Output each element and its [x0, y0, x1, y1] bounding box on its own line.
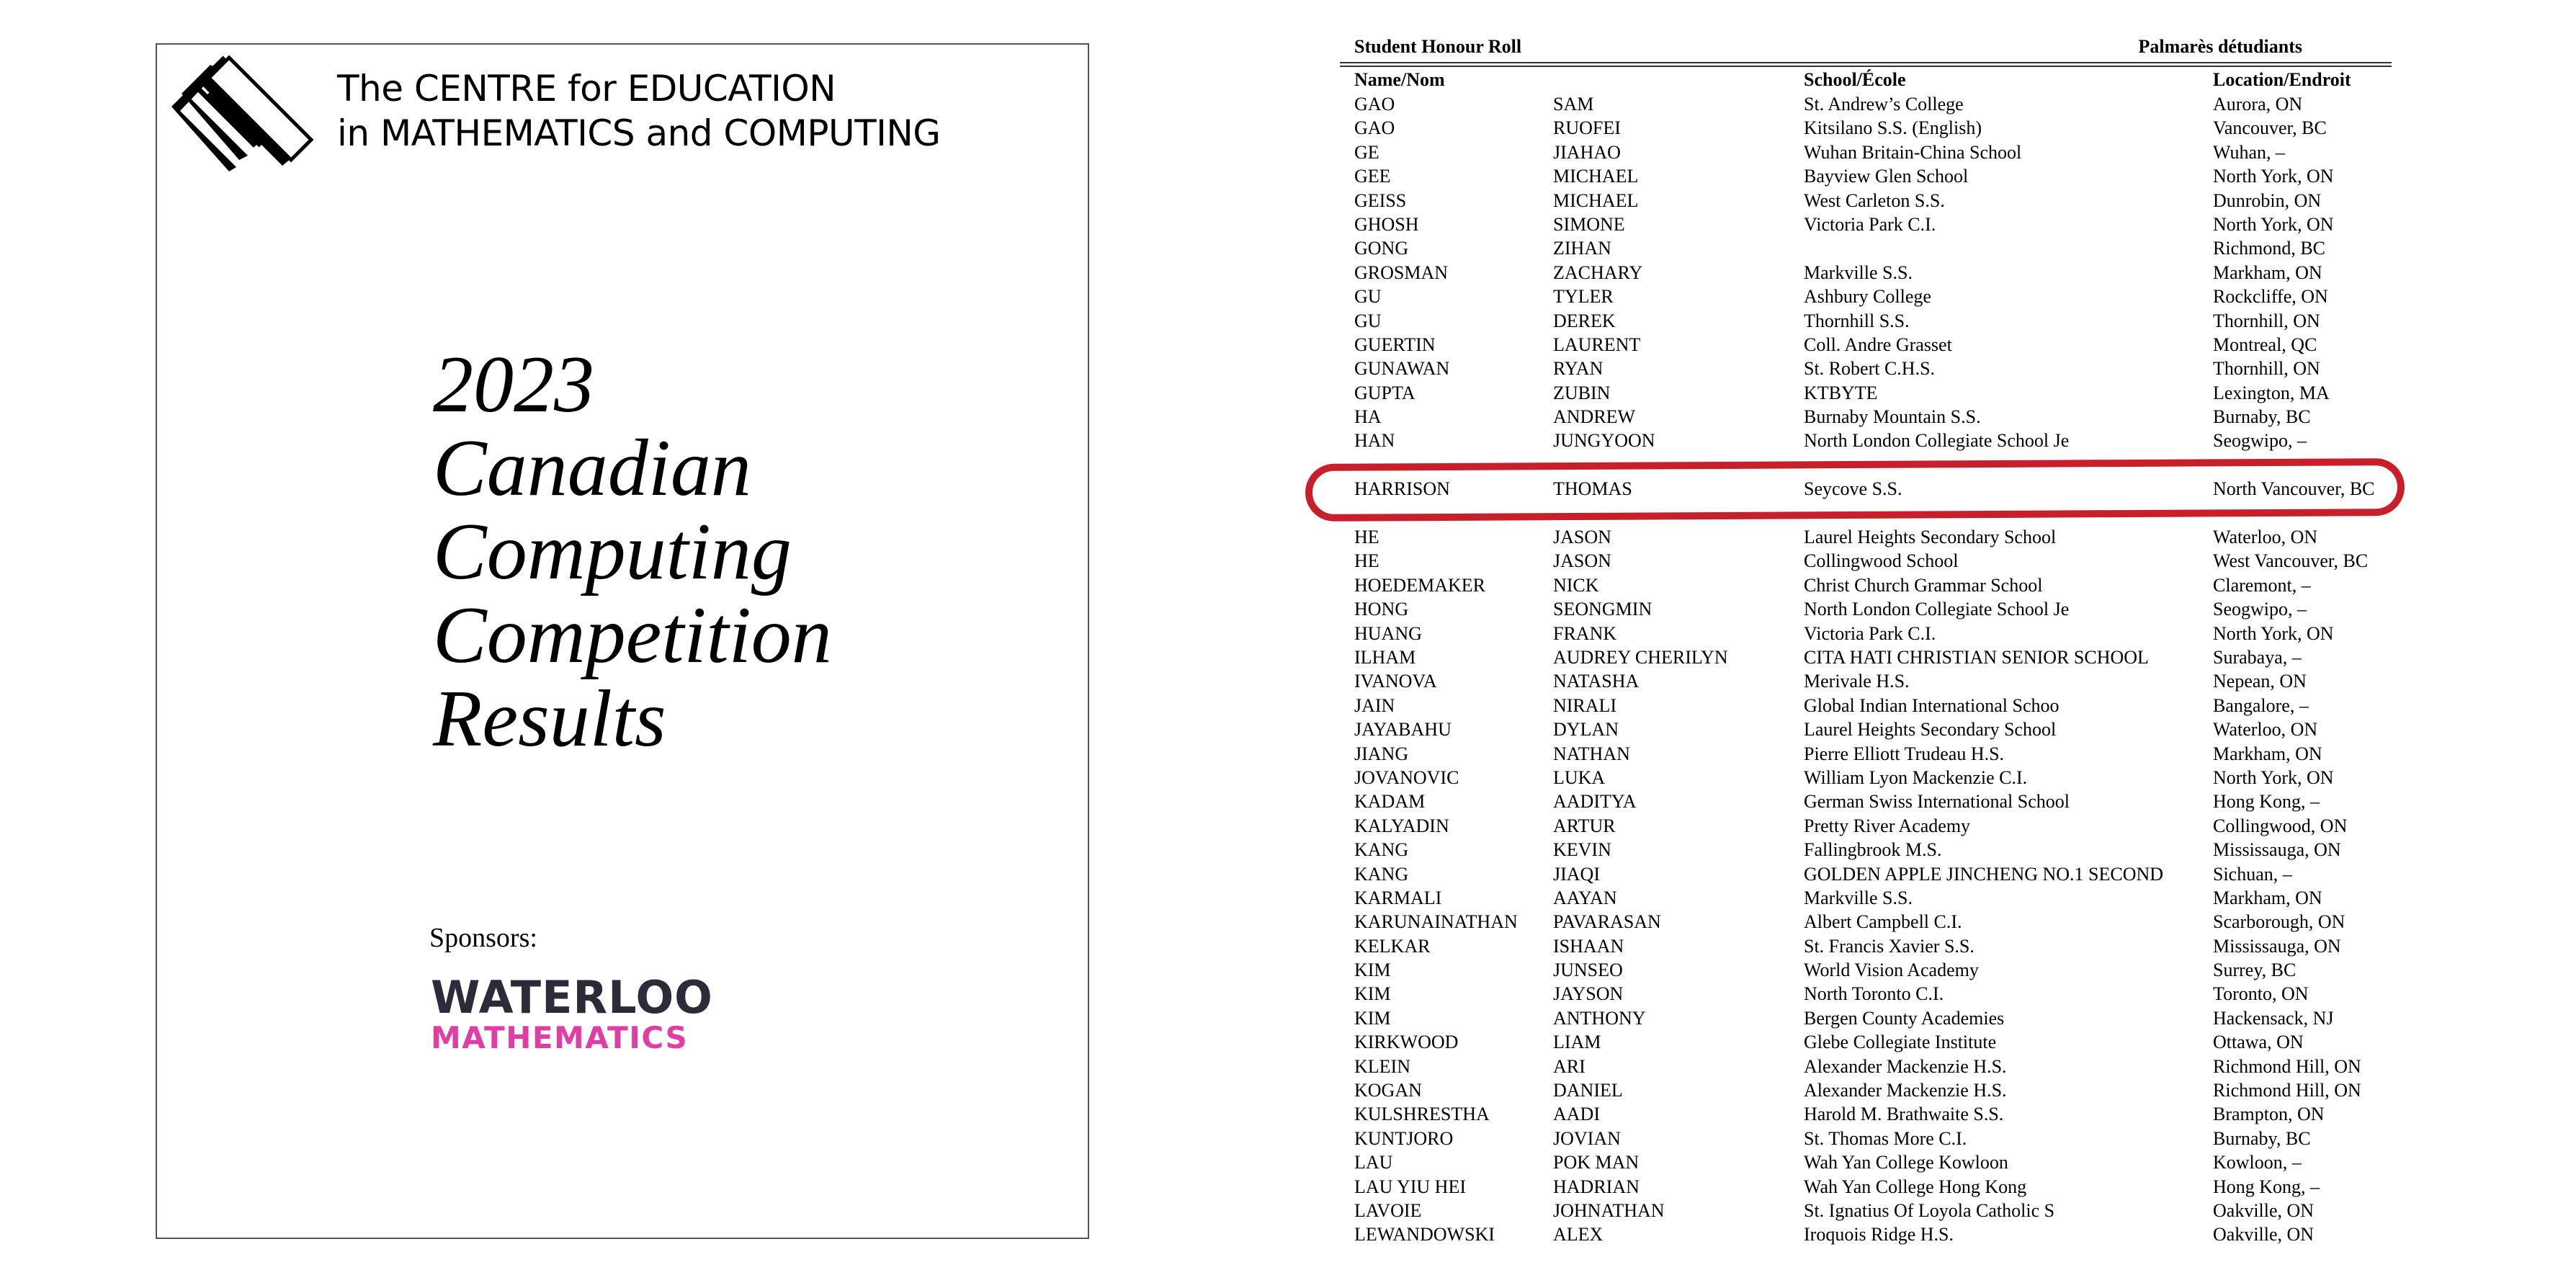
student-school: North London Collegiate School Je	[1804, 599, 2070, 620]
org-line-1: The CENTRE for EDUCATION	[337, 68, 836, 109]
table-row	[1340, 934, 2392, 958]
student-location: Surrey, BC	[2213, 960, 2297, 981]
student-given-name: MICHAEL	[1553, 166, 1639, 187]
student-surname: KARMALI	[1354, 887, 1442, 908]
student-location: Aurora, ON	[2213, 94, 2303, 115]
roll-title-french: Palmarès détudiants	[2138, 36, 2302, 57]
student-surname: KARUNAINATHAN	[1354, 911, 1518, 933]
student-school: Markville S.S.	[1804, 887, 1913, 908]
student-school: Markville S.S.	[1804, 261, 1913, 283]
table-row	[1340, 622, 2392, 645]
table-row	[1340, 766, 2392, 790]
student-school: St. Francis Xavier S.S.	[1804, 935, 1975, 957]
student-location: Burnaby, BC	[2213, 1127, 2311, 1149]
student-location: Waterloo, ON	[2213, 719, 2318, 741]
table-row	[1340, 333, 2392, 357]
student-given-name: SIMONE	[1553, 213, 1625, 235]
student-surname: KIRKWOOD	[1354, 1032, 1459, 1053]
student-school: Coll. Andre Grasset	[1804, 334, 1952, 355]
student-school: Harold M. Brathwaite S.S.	[1804, 1104, 2004, 1125]
student-given-name: TYLER	[1553, 286, 1614, 308]
student-surname: HA	[1354, 406, 1382, 428]
student-given-name: ALEX	[1553, 1224, 1604, 1245]
student-given-name: HADRIAN	[1553, 1176, 1640, 1197]
student-surname: KUNTJORO	[1354, 1127, 1454, 1149]
student-school: Christ Church Grammar School	[1804, 574, 2043, 596]
table-row	[1340, 910, 2392, 934]
student-school: Iroquois Ridge H.S.	[1804, 1224, 1954, 1245]
student-surname: HE	[1354, 550, 1379, 572]
student-location: Kowloon, –	[2213, 1152, 2302, 1173]
student-given-name: AAYAN	[1553, 887, 1617, 908]
student-school: Kitsilano S.S. (English)	[1804, 117, 1982, 139]
student-surname: GROSMAN	[1354, 261, 1449, 283]
student-location: North York, ON	[2213, 166, 2334, 187]
student-given-name: JASON	[1553, 550, 1611, 572]
title-line: 2023	[433, 340, 594, 429]
student-location: Richmond Hill, ON	[2213, 1080, 2361, 1101]
table-row	[1340, 1030, 2392, 1054]
sponsor-logo-line-1: WATERLOO	[431, 971, 713, 1024]
student-school: GOLDEN APPLE JINCHENG NO.1 SECOND	[1804, 863, 2164, 885]
student-school: Wah Yan College Hong Kong	[1804, 1176, 2027, 1197]
student-surname: KANG	[1354, 839, 1409, 861]
table-row	[1340, 982, 2392, 1006]
table-row	[1340, 1006, 2392, 1030]
student-location: Markham, ON	[2213, 743, 2322, 764]
title-line: Results	[433, 674, 666, 764]
student-given-name: ANTHONY	[1553, 1007, 1646, 1029]
student-school: Wuhan Britain-China School	[1804, 141, 2022, 163]
student-location: Nepean, ON	[2213, 671, 2307, 692]
student-location: Seogwipo, –	[2213, 599, 2307, 620]
student-school: Bergen County Academies	[1804, 1007, 2005, 1029]
table-row	[1340, 525, 2392, 549]
student-given-name: LAURENT	[1553, 334, 1641, 355]
student-given-name: LUKA	[1553, 766, 1606, 788]
report-title	[433, 340, 832, 764]
student-given-name: ZACHARY	[1553, 261, 1643, 283]
student-surname: HE	[1354, 527, 1379, 548]
student-school: St. Thomas More C.I.	[1804, 1127, 1967, 1149]
table-row	[1340, 645, 2392, 669]
student-location: Bangalore, –	[2213, 694, 2309, 716]
student-given-name: AADI	[1553, 1104, 1600, 1125]
student-location: Richmond Hill, ON	[2213, 1055, 2361, 1077]
student-location: North York, ON	[2213, 213, 2334, 235]
student-surname: KIM	[1354, 960, 1391, 981]
student-location: Thornhill, ON	[2213, 358, 2320, 380]
table-row	[1340, 1175, 2392, 1199]
table-row	[1340, 1102, 2392, 1126]
table-row	[1340, 1199, 2392, 1222]
org-line-2: in MATHEMATICS and COMPUTING	[337, 112, 941, 154]
student-surname: GAO	[1354, 117, 1395, 139]
roll-header	[1340, 32, 2392, 61]
table-row	[1340, 285, 2392, 308]
student-given-name: AUDREY CHERILYN	[1553, 646, 1728, 668]
student-location: Richmond, BC	[2213, 238, 2326, 259]
student-given-name: SAM	[1553, 94, 1594, 115]
student-location: Ottawa, ON	[2213, 1032, 2304, 1053]
student-school: Laurel Heights Secondary School	[1804, 719, 2057, 741]
student-given-name: JIAQI	[1553, 863, 1600, 885]
table-row	[1340, 236, 2392, 260]
student-surname: JOVANOVIC	[1354, 766, 1459, 788]
student-location: Waterloo, ON	[2213, 527, 2318, 548]
table-row	[1340, 597, 2392, 621]
student-given-name: NATHAN	[1553, 743, 1630, 764]
student-given-name: JUNGYOON	[1553, 430, 1655, 452]
student-surname: KANG	[1354, 863, 1409, 885]
student-given-name: JOVIAN	[1553, 1127, 1621, 1149]
student-surname: GE	[1354, 141, 1379, 163]
student-location: Toronto, ON	[2213, 983, 2309, 1005]
table-row	[1340, 717, 2392, 741]
student-school: CITA HATI CHRISTIAN SENIOR SCHOOL	[1804, 646, 2149, 668]
table-row	[1340, 814, 2392, 838]
table-row	[1340, 886, 2392, 910]
sponsor-logo-line-2: MATHEMATICS	[431, 1020, 689, 1055]
table-row	[1340, 1150, 2392, 1174]
student-surname: KELKAR	[1354, 935, 1431, 957]
student-surname: GHOSH	[1354, 213, 1419, 235]
student-surname: KIM	[1354, 1007, 1391, 1029]
student-given-name: LIAM	[1553, 1032, 1601, 1053]
student-surname: JAYABAHU	[1354, 719, 1452, 741]
student-given-name: ARTUR	[1553, 815, 1616, 836]
title-line: Competition	[433, 591, 832, 680]
student-surname: JAIN	[1354, 694, 1395, 716]
table-row	[1340, 694, 2392, 717]
column-header-name: Name/Nom	[1354, 69, 1445, 90]
student-given-name: PAVARASAN	[1553, 911, 1661, 933]
student-school: Pretty River Academy	[1804, 815, 1971, 836]
table-row	[1340, 164, 2392, 188]
column-header-school: School/École	[1804, 69, 1906, 90]
student-given-name: MICHAEL	[1553, 189, 1639, 211]
student-given-name: DEREK	[1553, 310, 1616, 331]
student-surname: KULSHRESTHA	[1354, 1104, 1490, 1125]
student-school: Seycove S.S.	[1804, 478, 1902, 500]
student-school: Victoria Park C.I.	[1804, 213, 1936, 235]
student-location: Vancouver, BC	[2213, 117, 2327, 139]
student-surname: IVANOVA	[1354, 671, 1437, 692]
student-location: Markham, ON	[2213, 261, 2322, 283]
student-location: Brampton, ON	[2213, 1104, 2325, 1125]
student-school: Global Indian International Schoo	[1804, 694, 2060, 716]
student-surname: GUPTA	[1354, 382, 1416, 403]
student-location: Oakville, ON	[2213, 1224, 2315, 1245]
student-location: Hong Kong, –	[2213, 791, 2320, 813]
student-surname: JIANG	[1354, 743, 1409, 764]
red-circle-annotation	[1305, 458, 2405, 522]
student-given-name: AADITYA	[1553, 791, 1637, 813]
table-row	[1340, 1222, 2392, 1246]
student-given-name: JAYSON	[1553, 983, 1624, 1005]
student-given-name: SEONGMIN	[1553, 599, 1653, 620]
student-surname: LEWANDOWSKI	[1354, 1224, 1495, 1245]
student-given-name: THOMAS	[1553, 478, 1632, 500]
student-surname: GEE	[1354, 166, 1391, 187]
table-row	[1340, 790, 2392, 813]
table-row	[1340, 381, 2392, 405]
student-location: North York, ON	[2213, 622, 2334, 644]
student-surname: KIM	[1354, 983, 1391, 1005]
table-row	[1340, 838, 2392, 862]
student-given-name: ARI	[1553, 1055, 1586, 1077]
waterloo-mathematics-logo	[431, 971, 713, 1055]
table-row	[1340, 742, 2392, 766]
student-school: Victoria Park C.I.	[1804, 622, 1936, 644]
organization-name	[337, 66, 941, 156]
table-row	[1340, 357, 2392, 380]
table-row	[1340, 140, 2392, 164]
student-surname: LAVOIE	[1354, 1199, 1422, 1221]
student-location: Mississauga, ON	[2213, 839, 2341, 861]
student-school: Albert Campbell C.I.	[1804, 911, 1962, 933]
student-given-name: KEVIN	[1553, 839, 1611, 861]
student-surname: KALYADIN	[1354, 815, 1449, 836]
student-school: Merivale H.S.	[1804, 671, 1910, 692]
table-row	[1340, 213, 2392, 236]
student-location: Surabaya, –	[2213, 646, 2302, 668]
honour-roll-page	[1340, 32, 2392, 1271]
header-rule	[1340, 62, 2392, 63]
student-school: Ashbury College	[1804, 286, 1931, 308]
student-location: Collingwood, ON	[2213, 815, 2348, 836]
title-line: Computing	[433, 507, 792, 596]
student-school: North London Collegiate School Je	[1804, 430, 2070, 452]
student-school: German Swiss International School	[1804, 791, 2070, 813]
cemc-logo-icon	[167, 50, 318, 180]
student-surname: GEISS	[1354, 189, 1407, 211]
student-school: Alexander Mackenzie H.S.	[1804, 1055, 2007, 1077]
student-given-name: ANDREW	[1553, 406, 1636, 428]
student-given-name: DYLAN	[1553, 719, 1619, 741]
student-location: North Vancouver, BC	[2213, 478, 2375, 500]
student-given-name: FRANK	[1553, 622, 1617, 644]
cover-page	[156, 43, 1089, 1239]
student-school: North Toronto C.I.	[1804, 983, 1944, 1005]
student-school: Glebe Collegiate Institute	[1804, 1032, 1997, 1053]
title-line: Canadian	[433, 424, 751, 513]
table-row	[1340, 429, 2392, 452]
student-given-name: RYAN	[1553, 358, 1604, 380]
student-location: Wuhan, –	[2213, 141, 2286, 163]
table-row	[1340, 116, 2392, 140]
student-school: St. Ignatius Of Loyola Catholic S	[1804, 1199, 2055, 1221]
student-location: Seogwipo, –	[2213, 430, 2307, 452]
student-surname: LAU	[1354, 1152, 1393, 1173]
student-location: North York, ON	[2213, 766, 2334, 788]
student-location: Thornhill, ON	[2213, 310, 2320, 331]
student-location: Hong Kong, –	[2213, 1176, 2320, 1197]
student-surname: GONG	[1354, 238, 1409, 259]
student-location: Sichuan, –	[2213, 863, 2292, 885]
table-row	[1340, 958, 2392, 982]
student-surname: HAN	[1354, 430, 1395, 452]
column-headers	[1340, 69, 2392, 91]
student-given-name: ZUBIN	[1553, 382, 1611, 403]
student-location: Scarborough, ON	[2213, 911, 2345, 933]
student-location: Montreal, QC	[2213, 334, 2317, 355]
table-row	[1340, 189, 2392, 213]
student-surname: LAU YIU HEI	[1354, 1176, 1466, 1197]
student-given-name: RUOFEI	[1553, 117, 1621, 139]
student-given-name: DANIEL	[1553, 1080, 1623, 1101]
student-table	[1340, 92, 2392, 1247]
student-location: Dunrobin, ON	[2213, 189, 2322, 211]
student-location: Markham, ON	[2213, 887, 2322, 908]
student-given-name: NIRALI	[1553, 694, 1617, 716]
student-school: Pierre Elliott Trudeau H.S.	[1804, 743, 2005, 764]
student-school: William Lyon Mackenzie C.I.	[1804, 766, 2028, 788]
table-row	[1340, 309, 2392, 333]
student-given-name: JIAHAO	[1553, 141, 1621, 163]
student-given-name: ZIHAN	[1553, 238, 1611, 259]
student-surname: KADAM	[1354, 791, 1426, 813]
student-given-name: JUNSEO	[1553, 960, 1623, 981]
student-surname: HOEDEMAKER	[1354, 574, 1485, 596]
student-location: Lexington, MA	[2213, 382, 2330, 403]
student-school: St. Andrew’s College	[1804, 94, 1964, 115]
student-location: Hackensack, NJ	[2213, 1007, 2334, 1029]
table-row	[1340, 1127, 2392, 1150]
column-header-location: Location/Endroit	[2213, 69, 2351, 90]
student-location: Mississauga, ON	[2213, 935, 2341, 957]
student-given-name: NICK	[1553, 574, 1599, 596]
student-location: Claremont, –	[2213, 574, 2311, 596]
student-school: Wah Yan College Kowloon	[1804, 1152, 2008, 1173]
student-school: Laurel Heights Secondary School	[1804, 527, 2057, 548]
table-row	[1340, 669, 2392, 693]
student-location: West Vancouver, BC	[2213, 550, 2369, 572]
student-surname: HUANG	[1354, 622, 1422, 644]
student-school: Alexander Mackenzie H.S.	[1804, 1080, 2007, 1101]
student-school: Fallingbrook M.S.	[1804, 839, 1942, 861]
sponsors-label: Sponsors:	[429, 923, 537, 953]
student-school: West Carleton S.S.	[1804, 189, 1945, 211]
student-given-name: POK MAN	[1553, 1152, 1640, 1173]
table-row	[1340, 573, 2392, 597]
student-school: St. Robert C.H.S.	[1804, 358, 1936, 380]
table-row	[1340, 92, 2392, 116]
student-surname: GUNAWAN	[1354, 358, 1450, 380]
header-rule	[1340, 66, 2392, 67]
student-school: Bayview Glen School	[1804, 166, 1969, 187]
student-surname: HONG	[1354, 599, 1409, 620]
student-surname: KLEIN	[1354, 1055, 1410, 1077]
student-surname: GAO	[1354, 94, 1395, 115]
student-location: Rockcliffe, ON	[2213, 286, 2328, 308]
student-given-name: JOHNATHAN	[1553, 1199, 1665, 1221]
student-given-name: JASON	[1553, 527, 1611, 548]
table-row	[1340, 1078, 2392, 1102]
student-given-name: ISHAAN	[1553, 935, 1624, 957]
table-row	[1340, 549, 2392, 573]
student-surname: HARRISON	[1354, 478, 1450, 500]
table-row	[1340, 261, 2392, 285]
student-school: Burnaby Mountain S.S.	[1804, 406, 1981, 428]
student-location: Oakville, ON	[2213, 1199, 2315, 1221]
student-surname: GUERTIN	[1354, 334, 1436, 355]
roll-title-english: Student Honour Roll	[1354, 36, 1522, 57]
table-row	[1340, 1055, 2392, 1078]
student-surname: GU	[1354, 310, 1382, 331]
student-given-name: NATASHA	[1553, 671, 1640, 692]
table-row	[1340, 405, 2392, 429]
table-row	[1340, 862, 2392, 886]
student-surname: ILHAM	[1354, 646, 1416, 668]
student-location: Burnaby, BC	[2213, 406, 2311, 428]
student-school: World Vision Academy	[1804, 960, 1979, 981]
student-school: Thornhill S.S.	[1804, 310, 1910, 331]
student-surname: KOGAN	[1354, 1080, 1422, 1101]
student-school: KTBYTE	[1804, 382, 1878, 403]
student-school: Collingwood School	[1804, 550, 1959, 572]
student-surname: GU	[1354, 286, 1382, 308]
